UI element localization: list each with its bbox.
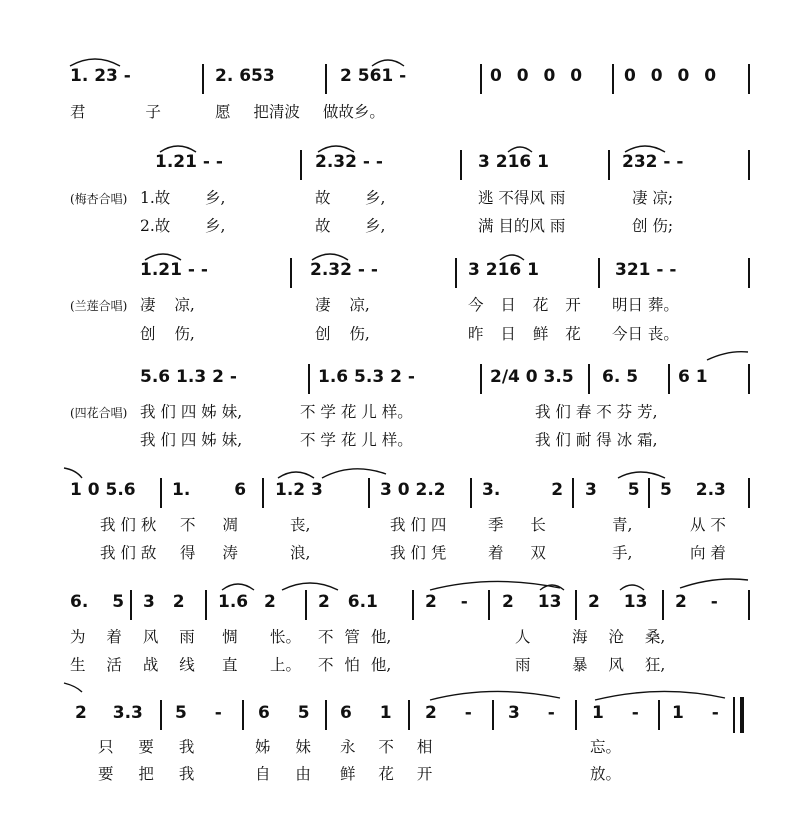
measure-notes: 1 - [672,703,719,723]
slur-arc [430,691,560,700]
measure-notes: 3 0 2.2 [380,480,446,500]
measure-notes: 1. 23 - [70,66,131,86]
bar-line [733,697,735,733]
lyric: 凄 凉, [315,296,370,314]
lyric: 故 [315,217,331,235]
lyric: 惆 [222,628,238,646]
lyric: 故 [315,189,331,207]
measure-notes: 6 1 [340,703,392,723]
measure-notes: 1.6 5.3 2 - [318,367,415,387]
bar-line [488,590,490,620]
lyric: 从 不 [690,516,726,534]
bar-line [748,258,750,288]
lyric: 我 们 四 [390,516,447,534]
bar-line [658,700,660,730]
lyric: 忘。 [590,738,622,756]
measure-notes: 2 561 - [340,66,407,86]
measure-notes: 0 0 0 0 [624,66,717,86]
measure-notes: 2 - [425,592,468,612]
lyric: 生 活 战 线 [70,656,195,674]
measure-notes: 2 3.3 [75,703,143,723]
lyric: 创 伤, [315,325,370,343]
lyric: 着 双 [488,544,546,562]
part-label: (梅杏合唱) [70,192,128,206]
bar-line [305,590,307,620]
measure-notes: 5.6 1.3 2 - [140,367,237,387]
measure-notes: 232 - - [622,152,684,172]
lyric: 上。 [270,656,302,674]
measure-notes: 1 0 5.6 [70,480,136,500]
lyric: 手, [612,544,633,562]
lyric: 直 [222,656,238,674]
lyric: 昨 日 鲜 花 [468,325,581,343]
lyric: 要 把 我 [98,765,195,783]
bar-line [748,150,750,180]
lyric: 怅。 [270,628,302,646]
measure-notes: 6 1 [678,367,708,387]
lyric: 满 目的风 雨 [478,217,566,235]
lyric: 我 们 耐 得 冰 霜, [535,431,658,449]
lyric: 我 们 四 姊 妹, [140,431,243,449]
measure-notes: 321 - - [615,260,677,280]
bar-line [160,478,162,508]
bar-line [662,590,664,620]
lyric: 不 学 花 儿 样。 [300,431,413,449]
lyric-line: 君 子 [70,103,161,121]
bar-line [460,150,462,180]
slur-arc [540,585,564,590]
bar-line [492,700,494,730]
bar-line [202,64,204,94]
bar-line [748,478,750,508]
lyric: 我 们 敌 [100,544,157,562]
bar-line [748,64,750,94]
lyric: 2.故 [140,217,171,235]
lyric: 不 怕 他, [318,656,392,674]
bar-line [748,590,750,620]
lyric: 自 由 [255,765,311,783]
bar-line [408,700,410,730]
lyric: 不 凋 [180,516,238,534]
measure-notes: 3. 2 [482,480,564,500]
measure-notes: 2 - [425,703,472,723]
lyric: 人 [515,628,531,646]
bar-line [575,590,577,620]
bar-line [290,258,292,288]
measure-notes: 1.6 2 [218,592,276,612]
measure-notes: 2/4 0 3.5 [490,367,574,387]
bar-line [262,478,264,508]
lyric: 向 着 [690,544,726,562]
slur-arc [707,352,748,360]
slur-arc [618,472,665,478]
measure-notes: 2 13 [502,592,562,612]
measure-notes: 1.21 - - [155,152,223,172]
lyric: 凄 凉; [632,189,674,207]
lyric: 1.故 [140,189,171,207]
slur-arc [620,585,644,590]
bar-line [160,700,162,730]
lyric: 今 日 花 开 [468,296,581,314]
bar-line [575,700,577,730]
lyric: 丧, [290,516,311,534]
bar-line [205,590,207,620]
lyric: 青, [612,516,633,534]
measure-notes: 1.21 - - [140,260,208,280]
lyric: 乡, [365,217,386,235]
bar-line [325,64,327,94]
slur-arc [64,683,82,692]
slur-arc [222,584,254,590]
measure-notes: 1. 6 [172,480,247,500]
bar-line [368,478,370,508]
bar-line [648,478,650,508]
lyric: 季 长 [488,516,546,534]
bar-line [470,478,472,508]
lyric: 海 沧 桑, [572,628,666,646]
lyric: 今日 丧。 [612,325,679,343]
slur-arc [680,579,748,588]
bar-line [242,700,244,730]
measure-notes: 3 216 1 [468,260,539,280]
measure-notes: 2.32 - - [315,152,383,172]
measure-notes: 5 2.3 [660,480,726,500]
measure-notes: 3 - [508,703,555,723]
lyric: 为 着 风 雨 [70,628,195,646]
lyric: 乡, [205,189,226,207]
measure-notes: 6 5 [258,703,310,723]
lyric: 创 伤; [632,217,674,235]
lyric: 我 们 凭 [390,544,447,562]
measure-notes: 5 - [175,703,222,723]
part-label: (兰莲合唱) [70,299,128,313]
bar-line [612,64,614,94]
bar-line [608,150,610,180]
lyric: 浪, [290,544,311,562]
slur-arc [595,691,725,700]
lyric: 永 不 相 [340,738,433,756]
measure-notes: 2. 653 [215,66,275,86]
lyric: 乡, [205,217,226,235]
measure-notes: 2 6.1 [318,592,378,612]
bar-line [668,364,670,394]
lyric: 得 涛 [180,544,238,562]
lyric: 放。 [590,765,622,783]
measure-notes: 0 0 0 0 [490,66,583,86]
lyric: 不 学 花 儿 样。 [300,403,413,421]
final-bar-line [740,697,744,733]
part-label: (四花合唱) [70,406,128,420]
slur-arc [70,59,120,66]
measure-notes: 3 5 [585,480,640,500]
slur-arc [430,581,560,590]
lyric: 我 们 四 姊 妹, [140,403,243,421]
lyric: 鲜 花 开 [340,765,433,783]
lyric: 创 伤, [140,325,195,343]
lyric: 姊 妹 [255,738,311,756]
measure-notes: 2 - [675,592,718,612]
measure-notes: 1.2 3 [275,480,323,500]
measure-notes: 1 - [592,703,639,723]
measure-notes: 6. 5 [602,367,639,387]
slur-arc [64,468,82,478]
lyric: 凄 凉, [140,296,195,314]
measure-notes: 2.32 - - [310,260,378,280]
lyric: 乡, [365,189,386,207]
measure-notes: 2 13 [588,592,648,612]
lyric: 不 管 他, [318,628,392,646]
slur-arc [278,472,314,478]
bar-line [412,590,414,620]
lyric: 明日 葬。 [612,296,679,314]
bar-line [748,364,750,394]
measure-notes: 6. 5 [70,592,125,612]
bar-line [455,258,457,288]
lyric: 暴 风 狂, [572,656,666,674]
slur-arc [282,583,338,590]
lyric: 雨 [515,656,531,674]
lyric: 逃 不得风 雨 [478,189,566,207]
measure-notes: 3 216 1 [478,152,549,172]
lyric: 只 要 我 [98,738,195,756]
lyric-line: 愿 把清波 做故乡。 [215,103,385,121]
bar-line [480,64,482,94]
bar-line [588,364,590,394]
slur-arc [322,469,386,478]
bar-line [300,150,302,180]
bar-line [480,364,482,394]
bar-line [308,364,310,394]
bar-line [130,590,132,620]
bar-line [598,258,600,288]
lyric: 我 们 春 不 芬 芳, [535,403,658,421]
lyric: 我 们 秋 [100,516,157,534]
bar-line [572,478,574,508]
bar-line [325,700,327,730]
measure-notes: 3 2 [143,592,185,612]
